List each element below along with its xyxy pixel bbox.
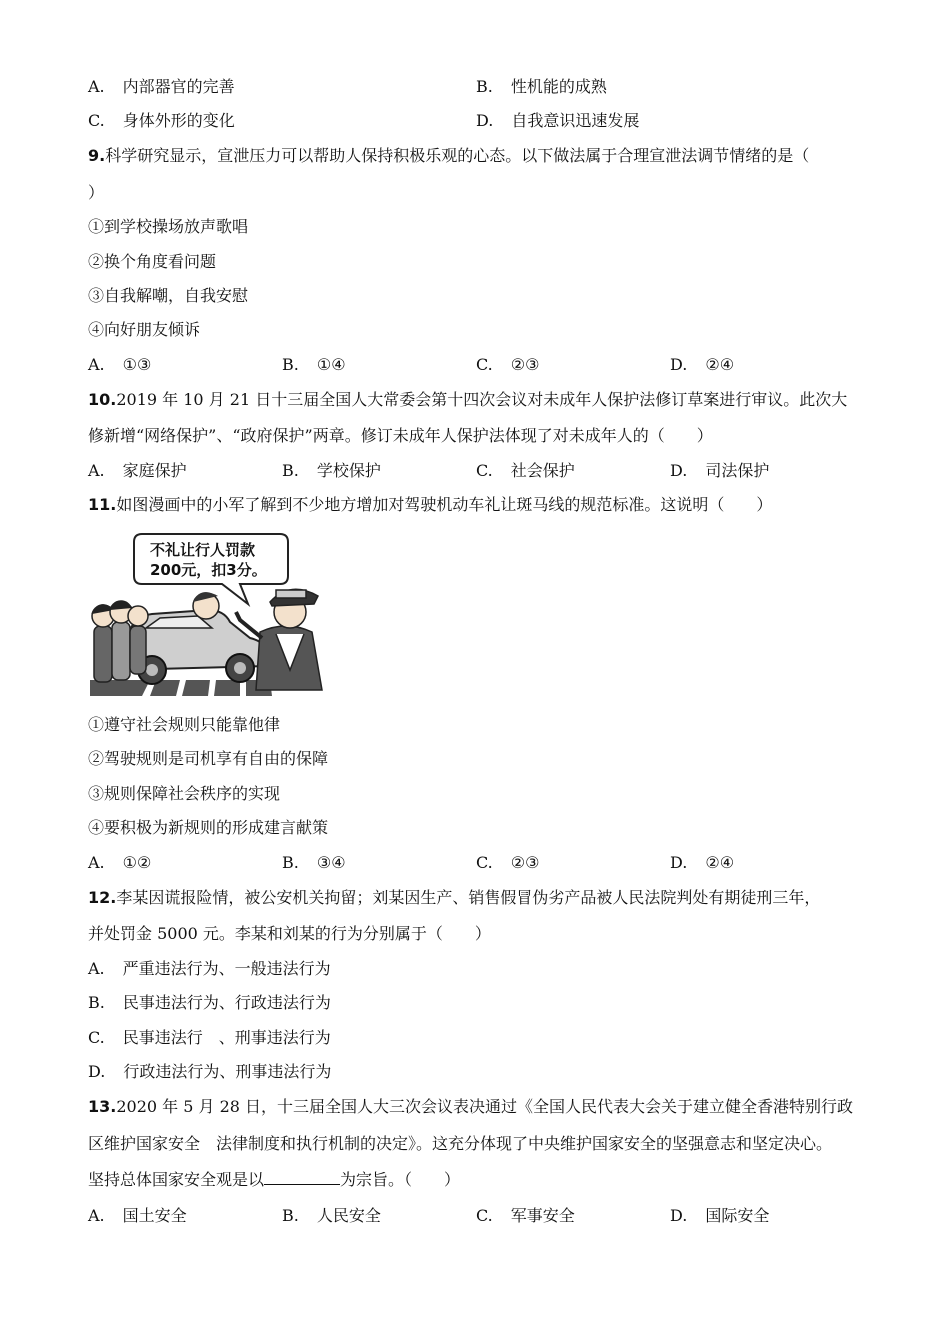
cartoon-illustration [90, 530, 350, 698]
q10-option-a: A. 家庭保护 [88, 461, 187, 480]
q9-option-c: C. ②③ [476, 355, 540, 374]
q12-option-d: D. 行政违法行为、刑事违法行为 [88, 1062, 332, 1081]
q9-item-1: ①到学校操场放声歌唱 [88, 217, 249, 236]
q11-item-1: ①遵守社会规则只能靠他律 [88, 715, 281, 734]
q11-item-3: ③规则保障社会秩序的实现 [88, 784, 281, 803]
bubble-line-1: 不礼让行人罚款 [150, 541, 256, 559]
q12-stem-cont: 并处罚金 5000 元。李某和刘某的行为分别属于（ ） [88, 924, 491, 943]
q12-option-b: B. 民事违法行为、行政违法行为 [88, 993, 331, 1012]
q9-item-3: ③自我解嘲，自我安慰 [88, 286, 249, 305]
q9-item-4: ④向好朋友倾诉 [88, 320, 201, 339]
q13-option-b: B. 人民安全 [282, 1206, 381, 1225]
q8-option-c: C. 身体外形的变化 [88, 111, 235, 130]
bubble-line-2: 200元，扣3分。 [150, 561, 267, 579]
q9-option-d: D. ②④ [670, 355, 735, 374]
q8-option-a: A. 内部器官的完善 [88, 77, 235, 96]
q13-option-d: D. 国际安全 [670, 1206, 770, 1225]
q11-option-a: A. ①② [88, 853, 152, 872]
q10-option-c: C. 社会保护 [476, 461, 575, 480]
q9-option-b: B. ①④ [282, 355, 346, 374]
q13-option-a: A. 国土安全 [88, 1206, 187, 1225]
q8-option-d: D. 自我意识迅速发展 [476, 111, 640, 130]
q13-option-c: C. 军事安全 [476, 1206, 575, 1225]
q11-option-d: D. ②④ [670, 853, 735, 872]
pedestrians [92, 601, 148, 682]
q10-option-b: B. 学校保护 [282, 461, 381, 480]
q13-stem: 13.2020 年 5 月 28 日，十三届全国人大三次会议表决通过《全国人民代表大会关于建立健全香港特别行政 [88, 1097, 854, 1116]
q12-option-c: C. 民事违法行 、刑事违法行为 [88, 1028, 331, 1047]
fill-in-blank[interactable] [264, 1170, 340, 1185]
q10-option-d: D. 司法保护 [670, 461, 770, 480]
q13-stem-blank-line: 坚持总体国家安全观是以 为宗旨。（ ） [88, 1170, 461, 1189]
q9-stem: 9.科学研究显示，宣泄压力可以帮助人保持积极乐观的心态。以下做法属于合理宣泄法调节情绪的是（ [88, 146, 810, 165]
q9-stem-end: ） [88, 183, 105, 202]
q11-item-4: ④要积极为新规则的形成建言献策 [88, 818, 329, 837]
q9-item-2: ②换个角度看问题 [88, 252, 217, 271]
q10-stem: 10.2019 年 10 月 21 日十三届全国人大常委会第十四次会议对未成年人保护法修订草案进行审议。此次大 [88, 390, 848, 409]
q11-option-c: C. ②③ [476, 853, 540, 872]
q9-option-a: A. ①③ [88, 355, 152, 374]
q10-stem-cont: 修新增“网络保护”、“政府保护”两章。修订未成年人保护法体现了对未成年人的（ ） [88, 426, 713, 445]
crosswalk [90, 680, 272, 696]
q8-option-b: B. 性机能的成熟 [476, 77, 607, 96]
q11-stem: 11.如图漫画中的小军了解到不少地方增加对驾驶机动车礼让斑马线的规范标准。这说明（ ） [88, 495, 773, 514]
q11-item-2: ②驾驶规则是司机享有自由的保障 [88, 749, 329, 768]
q12-option-a: A. 严重违法行为、一般违法行为 [88, 959, 331, 978]
q12-stem: 12.李某因谎报险情，被公安机关拘留；刘某因生产、销售假冒伪劣产品被人民法院判处有期徒刑三年， [88, 888, 821, 907]
q13-stem-cont: 区维护国家安全 法律制度和执行机制的决定》。这充分体现了中央维护国家安全的坚强意志和坚定决心。 [88, 1134, 833, 1153]
q11-option-b: B. ③④ [282, 853, 346, 872]
driver [193, 592, 219, 619]
